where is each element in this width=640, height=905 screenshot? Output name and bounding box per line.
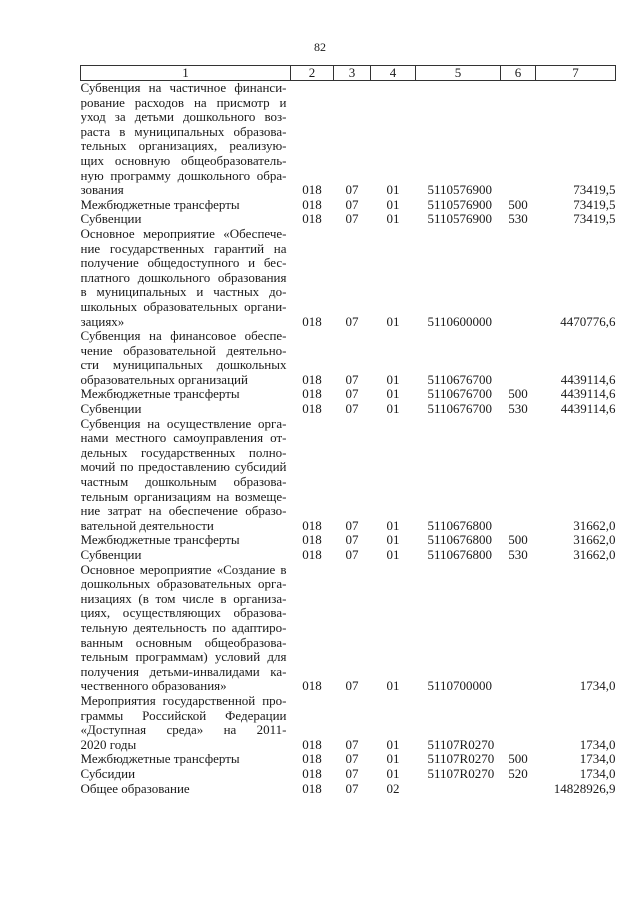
row-name xyxy=(81,752,291,767)
target-article-code: 5110676700 xyxy=(427,386,493,402)
table-body xyxy=(81,81,616,797)
expense-type-code xyxy=(501,417,536,534)
row-name-line: дельных государственных полно- xyxy=(80,445,287,460)
row-name-line: Межбюджетные трансферты xyxy=(80,387,240,402)
row-name-line: Основное мероприятие «Обеспече- xyxy=(80,226,287,241)
amount: 14828926,9 xyxy=(553,780,616,796)
expense-type-code: 500 xyxy=(508,386,528,402)
expense-type-code: 500 xyxy=(508,751,528,767)
subsection-code: 01 xyxy=(386,736,400,752)
table-row xyxy=(81,402,616,417)
row-name-line: рование расходов на присмотр и xyxy=(80,95,287,110)
row-name-line: «Доступная среда» на 2011- xyxy=(80,723,287,738)
table-row xyxy=(81,81,616,198)
target-article-code: 5110676700 xyxy=(427,401,493,417)
target-article-code: 5110700000 xyxy=(427,678,493,694)
section-code: 07 xyxy=(345,371,359,387)
section-code: 07 xyxy=(345,780,359,796)
subsection-code: 01 xyxy=(386,211,400,227)
row-name-line: Мероприятия государственной про- xyxy=(80,693,287,708)
amount: 1734,0 xyxy=(579,751,616,767)
row-name-line: тельную деятельность по адаптиро- xyxy=(80,620,287,635)
expense-type-code xyxy=(501,694,536,752)
section-code: 07 xyxy=(345,678,359,694)
amount: 31662,0 xyxy=(573,532,616,548)
table-row xyxy=(81,694,616,752)
row-name-line: раста в муниципальных образова- xyxy=(80,124,287,139)
subsection-code: 01 xyxy=(386,182,400,198)
target-article-code: 51107R0270 xyxy=(427,751,495,767)
ministry-code: 018 xyxy=(302,196,322,212)
row-name-line: ние затрат на обеспечение образо- xyxy=(80,504,287,519)
section-code: 07 xyxy=(345,532,359,548)
row-name xyxy=(81,782,291,797)
ministry-code: 018 xyxy=(302,678,322,694)
amount: 1734,0 xyxy=(579,678,616,694)
page-number: 82 xyxy=(314,40,326,54)
section-code: 07 xyxy=(345,211,359,227)
expense-type-code xyxy=(501,563,536,694)
row-name xyxy=(81,227,291,329)
amount: 4439114,6 xyxy=(560,386,616,402)
amount: 73419,5 xyxy=(573,182,616,198)
header-col-4: 4 xyxy=(371,66,416,81)
ministry-code: 018 xyxy=(302,765,322,781)
expense-type-code: 500 xyxy=(508,196,528,212)
row-name-line: Субвенции xyxy=(80,548,142,562)
subsection-code: 01 xyxy=(386,751,400,767)
amount: 4470776,6 xyxy=(560,313,616,329)
expense-type-code: 530 xyxy=(508,211,528,227)
table-row xyxy=(81,329,616,387)
section-code: 07 xyxy=(345,736,359,752)
row-name-line: получение общедоступного и бес- xyxy=(80,256,287,271)
row-name-line: Субвенции xyxy=(80,212,142,227)
row-name-line: уход за детьми дошкольного воз- xyxy=(80,110,287,125)
header-col-7: 7 xyxy=(536,66,616,81)
row-name-line: Межбюджетные трансферты xyxy=(80,533,240,548)
row-name xyxy=(81,694,291,752)
table-row xyxy=(81,782,616,797)
row-name-line: Субсидии xyxy=(80,766,136,781)
expense-type-code xyxy=(501,329,536,387)
ministry-code: 018 xyxy=(302,736,322,752)
amount: 4439114,6 xyxy=(560,401,616,417)
row-name-line: тельным организациям на возмеще- xyxy=(80,489,287,504)
row-name-line: чественного образования» xyxy=(80,679,227,694)
row-name xyxy=(81,533,291,548)
amount: 31662,0 xyxy=(573,547,616,562)
ministry-code: 018 xyxy=(302,532,322,548)
table-row xyxy=(81,212,616,227)
target-article-code: 5110576900 xyxy=(427,211,493,227)
ministry-code: 018 xyxy=(302,517,322,533)
row-name-line: сти муниципальных дошкольных xyxy=(80,358,287,373)
row-name-line: Основное мероприятие «Создание в xyxy=(80,562,287,577)
subsection-code: 01 xyxy=(386,678,400,694)
row-name-line: граммы Российской Федерации xyxy=(80,708,287,723)
row-name-line: циях, осуществляющих образова- xyxy=(80,606,287,621)
ministry-code: 018 xyxy=(302,211,322,227)
target-article-code: 5110576900 xyxy=(427,196,493,212)
subsection-code: 01 xyxy=(386,313,400,329)
row-name-line: чение образовательной деятельно- xyxy=(80,343,287,358)
row-name-line: Субвенция на частичное финанси- xyxy=(80,81,287,95)
ministry-code: 018 xyxy=(302,401,322,417)
target-article-code: 5110576900 xyxy=(427,182,493,198)
expense-type-code xyxy=(501,227,536,329)
subsection-code: 01 xyxy=(386,765,400,781)
section-code: 07 xyxy=(345,751,359,767)
row-name-line: Межбюджетные трансферты xyxy=(80,752,240,767)
row-name-line: нами местного самоуправления от- xyxy=(80,431,287,446)
row-name-line: ние государственных гарантий на xyxy=(80,241,287,256)
row-name-line: школьных образовательных органи- xyxy=(80,299,287,314)
row-name xyxy=(81,402,291,417)
target-article-code: 5110600000 xyxy=(427,313,493,329)
subsection-code: 01 xyxy=(386,517,400,533)
row-name-line: зования xyxy=(80,183,124,198)
row-name xyxy=(81,329,291,387)
target-article-code: 5110676800 xyxy=(427,532,493,548)
target-article-code xyxy=(416,782,501,797)
row-name xyxy=(81,387,291,402)
amount: 1734,0 xyxy=(579,736,616,752)
ministry-code: 018 xyxy=(302,780,322,796)
table-row xyxy=(81,227,616,329)
row-name-line: тельным программам) условий для xyxy=(80,650,287,665)
expense-type-code: 530 xyxy=(508,547,528,562)
row-name-line: вательной деятельности xyxy=(80,518,214,533)
table-row xyxy=(81,767,616,782)
row-name-line: образовательных организаций xyxy=(80,372,248,387)
row-name-line: получения детьми-инвалидами ка- xyxy=(80,664,287,679)
amount: 73419,5 xyxy=(573,211,616,227)
ministry-code: 018 xyxy=(302,182,322,198)
subsection-code: 01 xyxy=(386,371,400,387)
section-code: 07 xyxy=(345,386,359,402)
expense-type-code: 500 xyxy=(508,532,528,548)
row-name xyxy=(81,548,291,563)
row-name xyxy=(81,198,291,213)
table-row xyxy=(81,417,616,534)
budget-table xyxy=(80,65,616,796)
subsection-code: 01 xyxy=(386,547,400,562)
row-name xyxy=(81,563,291,694)
subsection-code: 01 xyxy=(386,386,400,402)
row-name-line: ную программу дошкольного обра- xyxy=(80,168,287,183)
subsection-code: 01 xyxy=(386,196,400,212)
section-code: 07 xyxy=(345,313,359,329)
ministry-code: 018 xyxy=(302,751,322,767)
row-name xyxy=(81,212,291,227)
row-name-line: зациях» xyxy=(80,314,125,329)
row-name-line: Межбюджетные трансферты xyxy=(80,197,240,212)
section-code: 07 xyxy=(345,182,359,198)
amount: 1734,0 xyxy=(579,765,616,781)
ministry-code: 018 xyxy=(302,547,322,562)
row-name-line: платного дошкольного образования xyxy=(80,270,287,285)
row-name-line: в муниципальных и частных до- xyxy=(80,285,287,300)
amount: 73419,5 xyxy=(573,196,616,212)
row-name-line: частным дошкольным образова- xyxy=(80,475,287,490)
row-name-line: щих основную общеобразователь- xyxy=(80,153,287,168)
expense-type-code: 530 xyxy=(508,401,528,417)
row-name xyxy=(81,81,291,198)
subsection-code: 01 xyxy=(386,532,400,548)
row-name-line: дошкольных образовательных орга- xyxy=(80,577,287,592)
section-code: 07 xyxy=(345,517,359,533)
table-row xyxy=(81,563,616,694)
row-name-line: ванным основным общеобразова- xyxy=(80,635,287,650)
target-article-code: 51107R0270 xyxy=(427,765,495,781)
section-code: 07 xyxy=(345,401,359,417)
row-name-line: Субвенция на осуществление орга- xyxy=(80,416,287,431)
table-row xyxy=(81,387,616,402)
row-name xyxy=(81,417,291,534)
table-row xyxy=(81,752,616,767)
target-article-code: 5110676800 xyxy=(427,547,493,562)
header-col-2: 2 xyxy=(291,66,334,81)
header-col-1: 1 xyxy=(81,66,291,81)
row-name-line: Субвенции xyxy=(80,402,142,417)
row-name-line: Общее образование xyxy=(80,781,190,796)
row-name-line: тельных организациях, реализую- xyxy=(80,139,287,154)
subsection-code: 01 xyxy=(386,401,400,417)
ministry-code: 018 xyxy=(302,313,322,329)
row-name-line: Субвенция на финансовое обеспе- xyxy=(80,329,287,344)
target-article-code: 5110676800 xyxy=(427,517,493,533)
header-col-6: 6 xyxy=(501,66,536,81)
expense-type-code xyxy=(501,782,536,797)
row-name xyxy=(81,767,291,782)
amount: 4439114,6 xyxy=(560,371,616,387)
amount: 31662,0 xyxy=(573,517,616,533)
section-code: 07 xyxy=(345,765,359,781)
expense-type-code: 520 xyxy=(508,765,528,781)
expense-type-code xyxy=(501,81,536,198)
subsection-code: 02 xyxy=(386,780,400,796)
target-article-code: 51107R0270 xyxy=(427,736,495,752)
section-code: 07 xyxy=(345,547,359,562)
table-row xyxy=(81,533,616,548)
header-col-3: 3 xyxy=(334,66,371,81)
row-name-line: низациях (в том числе в организа- xyxy=(80,591,287,606)
row-name-line: мочий по предоставлению субсидий xyxy=(80,460,287,475)
target-article-code: 5110676700 xyxy=(427,371,493,387)
ministry-code: 018 xyxy=(302,371,322,387)
table-row xyxy=(81,198,616,213)
ministry-code: 018 xyxy=(302,386,322,402)
header-col-5: 5 xyxy=(416,66,501,81)
row-name-line: 2020 годы xyxy=(80,737,137,752)
table-row xyxy=(81,548,616,563)
section-code: 07 xyxy=(345,196,359,212)
header-row xyxy=(81,66,616,81)
